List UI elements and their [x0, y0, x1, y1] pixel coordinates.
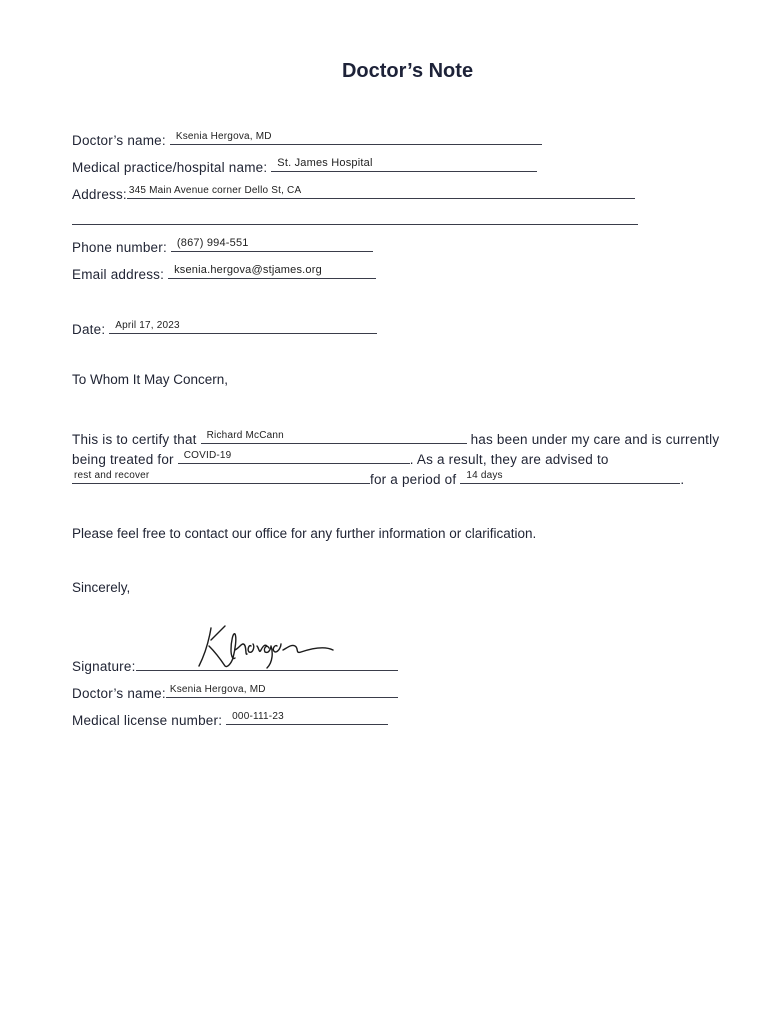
email-value: ksenia.hergova@stjames.org: [174, 264, 322, 276]
signature-row: [72, 654, 398, 674]
phone-row: [72, 235, 373, 255]
doctor-name2-row: [72, 681, 398, 701]
practice-value: St. James Hospital: [277, 157, 373, 169]
doctor-name2-label: Doctor’s name:: [72, 686, 166, 701]
condition-value: COVID-19: [183, 450, 232, 461]
address-label: Address:: [72, 187, 127, 202]
address-value: 345 Main Avenue corner Dello St, CA: [128, 185, 302, 196]
date-row: [72, 317, 377, 337]
license-field[interactable]: [226, 708, 388, 725]
phone-value: (867) 994-551: [176, 237, 249, 249]
date-value: April 17, 2023: [115, 320, 180, 331]
address-line2-field[interactable]: [72, 208, 638, 225]
practice-row: [72, 155, 537, 175]
doctor-name2-field[interactable]: [166, 681, 398, 698]
license-value: 000-111-23: [232, 711, 284, 722]
doctor-name-field[interactable]: [170, 128, 542, 145]
certify-start: This is to certify that: [72, 432, 197, 447]
advice-value: rest and recover: [74, 470, 150, 481]
period-field[interactable]: [460, 467, 680, 484]
practice-field[interactable]: [271, 155, 537, 172]
practice-label: Medical practice/hospital name:: [72, 160, 268, 175]
condition-field[interactable]: [178, 447, 410, 464]
email-field[interactable]: [168, 262, 376, 279]
doctor-name-label: Doctor’s name:: [72, 133, 166, 148]
document-title: Doctor’s Note: [341, 60, 474, 82]
license-label: Medical license number:: [72, 713, 223, 728]
result-text: . As a result, they are advised to: [409, 452, 609, 467]
date-field[interactable]: [109, 317, 377, 334]
doctor-name2-value: Ksenia Hergova, MD: [169, 684, 266, 695]
patient-field[interactable]: [201, 427, 467, 444]
phone-field[interactable]: [171, 235, 373, 252]
certify-row: [72, 427, 719, 447]
treated-label: being treated for: [72, 452, 174, 467]
email-row: [72, 262, 376, 282]
patient-value: Richard McCann: [206, 430, 284, 441]
address-line2-row: [72, 208, 638, 228]
certify-mid: has been under my care and is currently: [470, 432, 720, 447]
license-row: [72, 708, 388, 728]
signature-field[interactable]: [136, 654, 398, 671]
signature-label: Signature:: [72, 659, 136, 674]
sincerely-text: Sincerely,: [72, 580, 131, 595]
doctor-name-row: [72, 128, 542, 148]
advice-field[interactable]: [72, 467, 370, 484]
period-value: 14 days: [466, 470, 503, 481]
address-field[interactable]: [127, 182, 635, 199]
contact-text: Please feel free to contact our office for any further information or clarification.: [72, 526, 537, 541]
doctor-name-value: Ksenia Hergova, MD: [175, 131, 272, 142]
greeting: To Whom It May Concern,: [72, 372, 229, 387]
date-label: Date:: [72, 322, 106, 337]
period-end: .: [680, 472, 685, 487]
treated-row: [72, 447, 609, 467]
advice-row: [72, 467, 684, 487]
period-label: for a period of: [370, 472, 457, 487]
phone-label: Phone number:: [72, 240, 167, 255]
email-label: Email address:: [72, 267, 165, 282]
address-row: [72, 182, 635, 202]
